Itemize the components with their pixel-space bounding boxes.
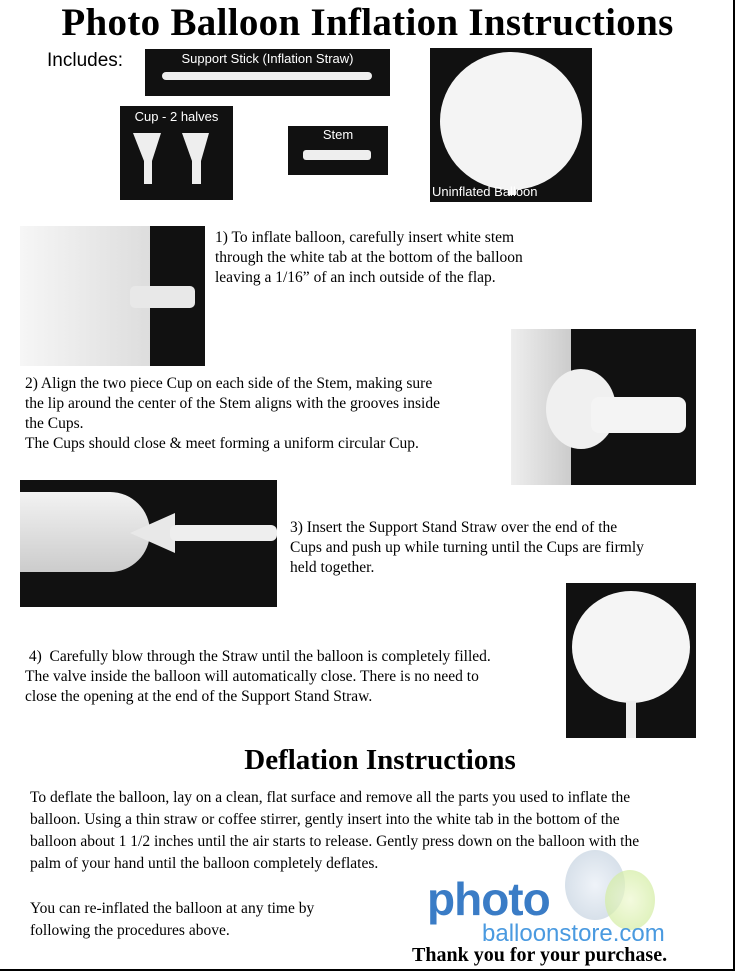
logo-word-balloonstore: balloonstore.com: [482, 920, 665, 947]
step1-photo: [20, 226, 205, 366]
thank-you-text: Thank you for your purchase.: [412, 944, 668, 966]
step4-photo: [566, 583, 696, 738]
step-4: 4) Carefully blow through the Straw until the balloon is completely filled. The valve inside the balloon will automatically close. There is no need to close the opening at the end of the Support Stand Straw.: [25, 648, 491, 705]
stem-photo: [288, 126, 388, 175]
balloon-photo: [430, 48, 592, 202]
photoballoonstore-logo: [425, 850, 720, 950]
cup-label: Cup - 2 halves: [134, 109, 219, 124]
step-2: 2) Align the two piece Cup on each side of the Stem, making sure the lip around the center of the Stem aligns with the grooves inside the Cups. The Cups should close & meet forming a uniform circular Cup.: [25, 375, 440, 452]
deflation-heading: Deflation Instructions: [244, 744, 516, 776]
logo-word-photo: photo: [427, 873, 550, 925]
step-3: 3) Insert the Support Stand Straw over the end of the Cups and push up while turning until the Cups are firmly held together.: [290, 519, 644, 576]
step2-photo: [511, 329, 696, 485]
step3-photo: [20, 480, 277, 607]
reinflate-text: You can re-inflated the balloon at any time by following the procedures above.: [30, 900, 315, 939]
support-stick-photo: [145, 49, 390, 96]
step-1: 1) To inflate balloon, carefully insert white stem through the white tab at the bottom of the balloon leaving a 1/16” of an inch outside of the flap.: [215, 229, 523, 286]
deflation-text: To deflate the balloon, lay on a clean, flat surface and remove all the parts you used to inflate the balloon. Using a thin straw or coffee stirrer, gently insert into the white tab in the bottom of the balloon about 1 1/2 inches until the air starts to release. Gently press down on the balloon with the palm of your hand until the balloon completely deflates.: [30, 789, 640, 872]
stem-label: Stem: [322, 127, 354, 142]
support-stick-label: Support Stick (Inflation Straw): [181, 51, 354, 66]
page-title: Photo Balloon Inflation Instructions: [61, 1, 674, 44]
balloon-label: Uninflated Balloon: [432, 184, 538, 199]
includes-label: Includes:: [47, 50, 124, 71]
cup-photo: [120, 106, 233, 200]
